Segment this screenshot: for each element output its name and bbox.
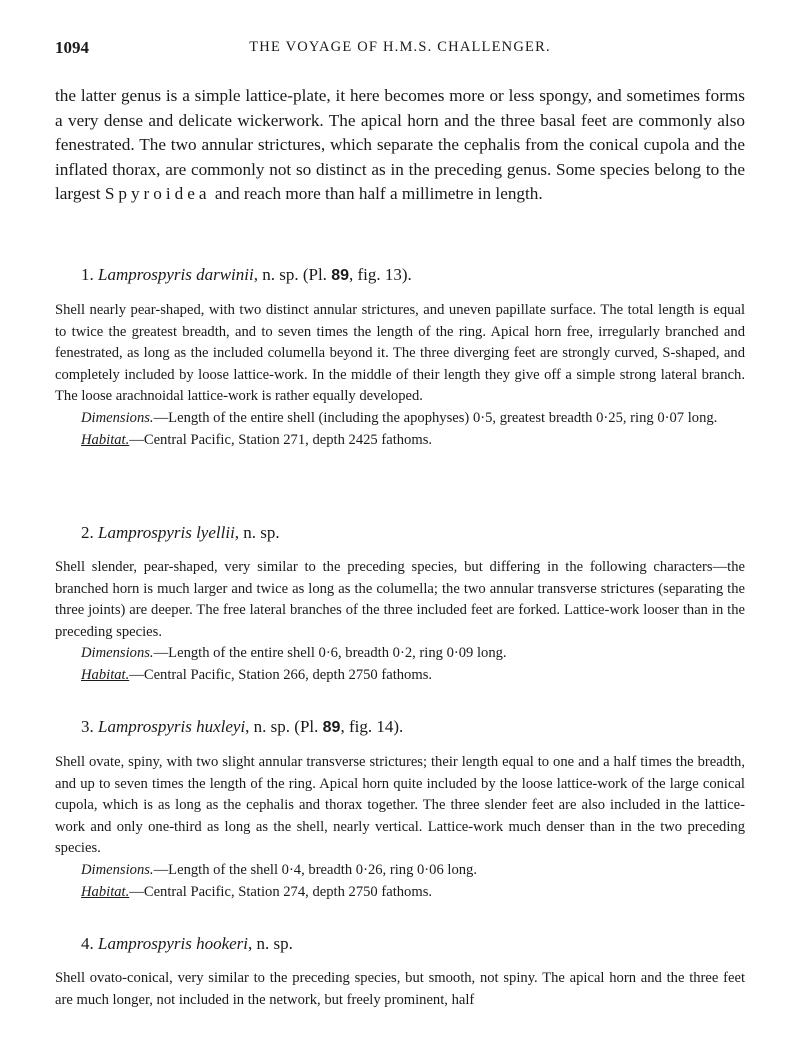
species-heading: [81, 264, 745, 287]
habitat-label: Habitat.: [81, 431, 130, 448]
species-dimensions: [55, 408, 745, 430]
species-number: 4.: [81, 934, 94, 953]
intro-text-after: and reach more than half a millimetre in length.: [210, 184, 543, 204]
dimensions-label: Dimensions.: [81, 645, 154, 662]
species-suffix: , n. sp.: [245, 717, 291, 736]
plate-ref-after: , fig. 13).: [348, 265, 412, 284]
intro-spaced-word: Spyroidea: [104, 184, 211, 204]
dimensions-label: Dimensions.: [81, 861, 154, 878]
species-habitat: [55, 430, 745, 452]
species-description: Shell ovate, spiny, with two slight annular transverse strictures; their length equal to one and a half times the breadth, and up to seven times the length of the ring. Apical horn quite included by the loose lattice-work of the large conical cupola, which is as long as the cephalis and thorax together. The three slender feet are also included in the lattice-work and only one-third as long as the shell, nearly vertical. Lattice-work much denser than in the two preceding species.: [55, 754, 745, 857]
species-heading: [81, 522, 745, 544]
plate-number: 89: [322, 719, 341, 736]
species-habitat: [55, 882, 745, 904]
dimensions-text: —Length of the entire shell 0·6, breadth 0·2, ring 0·09 long.: [153, 645, 507, 662]
species-suffix: , n. sp.: [253, 265, 299, 284]
dimensions-label: Dimensions.: [81, 409, 154, 426]
dimensions-text: —Length of the shell 0·4, breadth 0·26, ring 0·06 long.: [153, 861, 478, 878]
species-dimensions: [55, 860, 745, 882]
species-entry-1: [55, 264, 745, 451]
page-header: [55, 38, 745, 62]
intro-paragraph: [55, 84, 745, 207]
plate-ref-after: , fig. 14).: [340, 717, 404, 736]
habitat-text: —Central Pacific, Station 274, depth 2750 fathoms.: [129, 883, 433, 900]
intro-text-before: the latter genus is a simple lattice-plate, it here becomes more or less spongy, and sometimes forms a very dense and delicate wickerwork. The apical horn and the three basal feet are commonly also fenestrated. The two annular strictures, which separate the cephalis from the conical cupola and the inflated thorax, are commonly not so distinct as in the preceding genus. Some species belong to the largest: [55, 86, 745, 204]
species-name: Lamprospyris lyellii: [98, 523, 235, 542]
page-number: 1094: [55, 38, 89, 57]
species-name: Lamprospyris huxleyi: [98, 717, 246, 736]
species-suffix: , n. sp.: [248, 934, 293, 953]
dimensions-text: —Length of the entire shell (including the apophyses) 0·5, greatest breadth 0·25, ring 0·07 long.: [153, 409, 718, 426]
species-dimensions: [55, 643, 745, 665]
plate-ref-before: (Pl.: [298, 265, 332, 284]
species-number: 1.: [81, 265, 94, 284]
plate-number: 89: [331, 267, 349, 284]
habitat-text: —Central Pacific, Station 271, depth 2425 fathoms.: [129, 431, 433, 448]
running-head: THE VOYAGE OF H.M.S. CHALLENGER.: [249, 39, 551, 55]
habitat-label: Habitat.: [81, 883, 130, 900]
species-description: Shell ovato-conical, very similar to the preceding species, but smooth, not spiny. The apical horn and the three feet are much longer, not included in the network, but freely prominent, half: [55, 970, 745, 1008]
habitat-text: —Central Pacific, Station 266, depth 2750 fathoms.: [129, 666, 433, 683]
species-entry-4: [55, 933, 745, 1011]
plate-ref-before: (Pl.: [290, 717, 323, 736]
species-description: Shell slender, pear-shaped, very similar to the preceding species, but differing in the following characters—the branched horn is much larger and twice as long as the columella; the two annular transverse strictures (separating the three joints) are deeper. The free lateral branches of the three included feet are forked. Lattice-work looser than in the preceding species.: [55, 559, 745, 640]
species-suffix: , n. sp.: [234, 523, 280, 542]
species-description: Shell nearly pear-shaped, with two distinct annular strictures, and uneven papillate surface. The total length is equal to twice the greatest breadth, and to seven times the length of the ring. Apical horn free, irregularly branched and fenestrated, as long as the included columella beyond it. The three diverging feet are strongly curved, S-shaped, and completely included by loose lattice-work. In the middle of their length they give off a simple strong lateral branch. The loose arachnoidal lattice-work is rather equally developed.: [55, 302, 745, 405]
habitat-label: Habitat.: [81, 666, 130, 683]
species-name: Lamprospyris hookeri: [98, 934, 249, 953]
species-entry-2: [55, 522, 745, 687]
species-habitat: [55, 665, 745, 687]
species-heading: [81, 933, 745, 955]
species-heading: [81, 716, 745, 739]
species-number: 2.: [81, 523, 94, 542]
species-entry-3: [55, 716, 745, 903]
species-name: Lamprospyris darwinii: [98, 265, 254, 284]
species-number: 3.: [81, 717, 94, 736]
